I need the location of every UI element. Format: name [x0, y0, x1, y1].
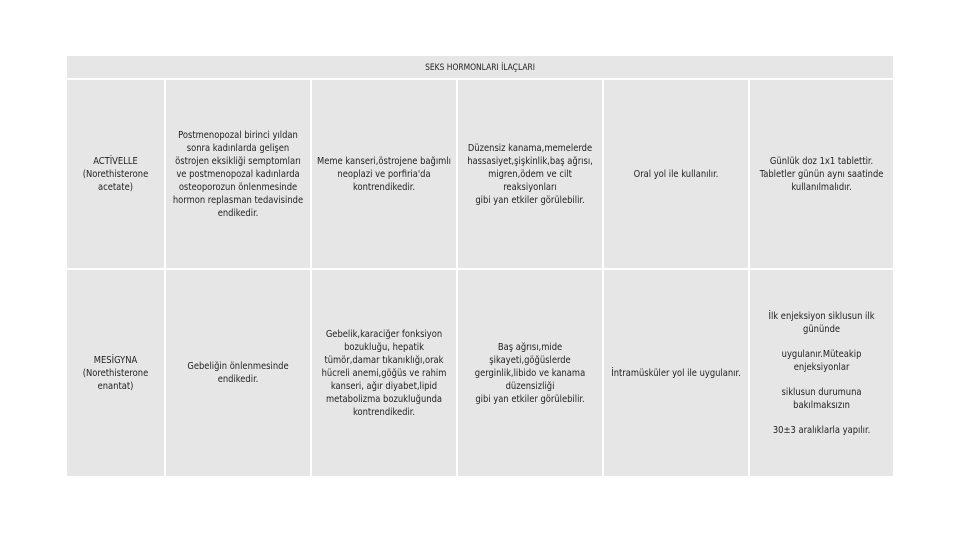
drug-name: ACTİVELLE	[93, 155, 138, 167]
side-effects-cell	[458, 80, 604, 270]
side-effects-tail: gibi yan etkiler görülebilir.	[475, 393, 585, 405]
drug-name: MESİGYNA	[93, 354, 138, 366]
drug-table	[67, 56, 893, 478]
dosage-line: İlk enjeksiyon siklusun ilk gününde	[768, 310, 875, 335]
contraindication-cell: Meme kanseri,östrojene bağımlı neoplazi ve porfiria'da kontrendikedir.	[312, 80, 458, 270]
drug-name-cell	[67, 270, 166, 478]
side-effects-tail: gibi yan etkiler görülebilir.	[475, 194, 585, 206]
dosage-line: uygulanır.Müteakip enjeksiyonlar	[781, 348, 862, 373]
side-effects-cell	[458, 270, 604, 478]
indication-cell: Gebeliğin önlenmesinde endikedir.	[166, 270, 312, 478]
table-row	[67, 270, 893, 478]
route-cell: İntramüsküler yol ile uygulanır.	[604, 270, 750, 478]
drug-active-substance: (Norethisterone acetate)	[82, 168, 149, 193]
drug-name-cell	[67, 80, 166, 270]
dosage-line: 30±3 aralıklarla yapılır.	[772, 424, 871, 436]
table-header-row	[67, 56, 893, 80]
table-row	[67, 80, 893, 270]
dosage-cell	[750, 270, 893, 478]
route-cell: Oral yol ile kullanılır.	[604, 80, 750, 270]
dosage-line: siklusun durumuna bakılmaksızın	[781, 386, 862, 411]
indication-cell: Postmenopozal birinci yıldan sonra kadınlarda gelişen östrojen eksikliği semptomları ve postmenopozal kadınlarda osteoporozun önlenmesinde hormon replasman tedavisinde endikedir.	[166, 80, 312, 270]
side-effects-text: Düzensiz kanama,memelerde hassasiyet,şişkinlik,baş ağrısı, migren,ödem ve cilt reaksiyonları	[467, 142, 593, 193]
dosage-cell: Günlük doz 1x1 tablettir. Tabletler günün aynı saatinde kullanılmalıdır.	[750, 80, 893, 270]
table-title: SEKS HORMONLARI İLAÇLARI	[67, 56, 893, 80]
contraindication-cell: Gebelik,karaciğer fonksiyon bozukluğu, hepatik tümör,damar tıkanıklığı,orak hücreli anemi,göğüs ve rahim kanseri, ağır diyabet,lipid metabolizma bozukluğunda kontrendikedir.	[312, 270, 458, 478]
drug-active-substance: (Norethisterone enantat)	[82, 367, 149, 392]
side-effects-text: Baş ağrısı,mide şikayeti,göğüslerde gerginlik,libido ve kanama düzensizliği	[474, 341, 586, 392]
